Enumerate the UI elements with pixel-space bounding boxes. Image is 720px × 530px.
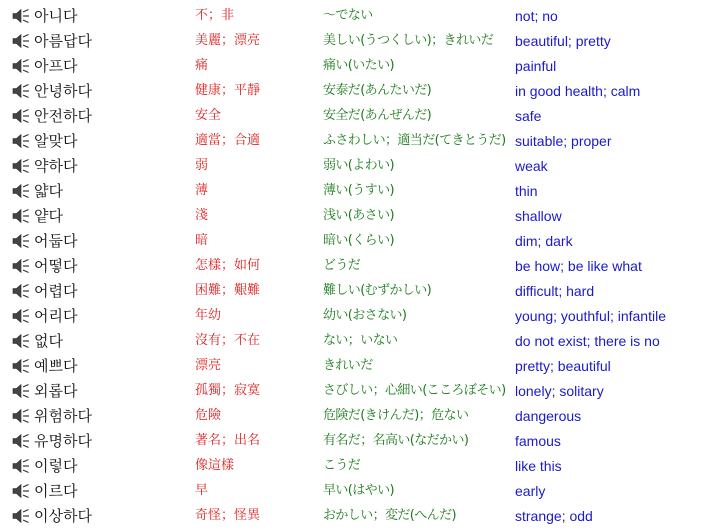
vocab-row bbox=[0, 403, 720, 428]
speaker-icon[interactable] bbox=[12, 258, 30, 274]
english-meaning: early bbox=[515, 483, 546, 499]
vocab-row bbox=[0, 78, 720, 103]
vocab-row bbox=[0, 453, 720, 478]
hanja-equivalent: 弱 bbox=[195, 158, 209, 173]
hanja-equivalent: 安全 bbox=[195, 108, 222, 123]
speaker-icon[interactable] bbox=[12, 308, 30, 324]
speaker-icon[interactable] bbox=[12, 458, 30, 474]
vocab-row bbox=[0, 478, 720, 503]
japanese-equivalent: おかしい；変だ(へんだ) bbox=[323, 508, 456, 523]
japanese-equivalent: ない；いない bbox=[323, 333, 398, 348]
japanese-equivalent: どうだ bbox=[323, 258, 361, 273]
speaker-icon[interactable] bbox=[12, 508, 30, 524]
vocab-row bbox=[0, 353, 720, 378]
speaker-icon[interactable] bbox=[12, 58, 30, 74]
korean-word: 얕다 bbox=[34, 207, 63, 225]
korean-word: 없다 bbox=[34, 332, 63, 350]
korean-word: 아니다 bbox=[34, 7, 78, 25]
speaker-icon[interactable] bbox=[12, 358, 30, 374]
korean-word: 안전하다 bbox=[34, 107, 92, 125]
japanese-equivalent: さびしい；心細い(こころぼそい) bbox=[323, 383, 506, 398]
japanese-equivalent: ふさわしい；適当だ(てきとうだ) bbox=[323, 133, 506, 148]
korean-word: 외롭다 bbox=[34, 382, 78, 400]
korean-word: 어둡다 bbox=[34, 232, 78, 250]
vocab-row bbox=[0, 53, 720, 78]
english-meaning: difficult; hard bbox=[515, 283, 595, 299]
speaker-icon[interactable] bbox=[12, 108, 30, 124]
vocab-row bbox=[0, 28, 720, 53]
speaker-icon[interactable] bbox=[12, 233, 30, 249]
vocab-row bbox=[0, 503, 720, 528]
korean-word: 예쁘다 bbox=[34, 357, 78, 375]
hanja-equivalent: 淺 bbox=[195, 208, 209, 223]
korean-word: 어리다 bbox=[34, 307, 78, 325]
vocab-row bbox=[0, 103, 720, 128]
speaker-icon[interactable] bbox=[12, 208, 30, 224]
vocab-row bbox=[0, 153, 720, 178]
vocab-row bbox=[0, 378, 720, 403]
speaker-icon[interactable] bbox=[12, 408, 30, 424]
english-meaning: dangerous bbox=[515, 408, 582, 424]
english-meaning: young; youthful; infantile bbox=[515, 308, 666, 324]
hanja-equivalent: 孤獨；寂寞 bbox=[195, 383, 261, 398]
japanese-equivalent: 早い(はやい) bbox=[323, 483, 394, 498]
english-meaning: not; no bbox=[515, 8, 558, 24]
vocab-row bbox=[0, 328, 720, 353]
english-meaning: shallow bbox=[515, 208, 562, 224]
korean-word: 어렵다 bbox=[34, 282, 78, 300]
japanese-equivalent: 安全だ(あんぜんだ) bbox=[323, 108, 432, 123]
english-meaning: like this bbox=[515, 458, 562, 474]
korean-word: 어떻다 bbox=[34, 257, 78, 275]
hanja-equivalent: 痛 bbox=[195, 58, 209, 73]
vocab-row bbox=[0, 253, 720, 278]
japanese-equivalent: 暗い(くらい) bbox=[323, 233, 394, 248]
english-meaning: be how; be like what bbox=[515, 258, 642, 274]
korean-word: 이상하다 bbox=[34, 507, 92, 525]
speaker-icon[interactable] bbox=[12, 483, 30, 499]
japanese-equivalent: こうだ bbox=[323, 458, 361, 473]
speaker-icon[interactable] bbox=[12, 133, 30, 149]
hanja-equivalent: 著名；出名 bbox=[195, 433, 261, 448]
hanja-equivalent: 早 bbox=[195, 483, 209, 498]
korean-word: 아프다 bbox=[34, 57, 78, 75]
hanja-equivalent: 年幼 bbox=[195, 308, 222, 323]
english-meaning: dim; dark bbox=[515, 233, 573, 249]
english-meaning: do not exist; there is no bbox=[515, 333, 660, 349]
japanese-equivalent: 危険だ(きけんだ)；危ない bbox=[323, 408, 469, 423]
korean-word: 얇다 bbox=[34, 182, 63, 200]
speaker-icon[interactable] bbox=[12, 333, 30, 349]
hanja-equivalent: 奇怪；怪異 bbox=[195, 508, 261, 523]
hanja-equivalent: 健康；平靜 bbox=[195, 83, 261, 98]
english-meaning: lonely; solitary bbox=[515, 383, 604, 399]
hanja-equivalent: 怎樣；如何 bbox=[195, 258, 261, 273]
hanja-equivalent: 美麗；漂亮 bbox=[195, 33, 261, 48]
speaker-icon[interactable] bbox=[12, 383, 30, 399]
speaker-icon[interactable] bbox=[12, 33, 30, 49]
japanese-equivalent: 浅い(あさい) bbox=[323, 208, 394, 223]
speaker-icon[interactable] bbox=[12, 83, 30, 99]
hanja-equivalent: 沒有；不在 bbox=[195, 333, 261, 348]
japanese-equivalent: 安泰だ(あんたいだ) bbox=[323, 83, 432, 98]
english-meaning: strange; odd bbox=[515, 508, 593, 524]
hanja-equivalent: 危險 bbox=[195, 408, 222, 423]
japanese-equivalent: 難しい(むずかしい) bbox=[323, 283, 432, 298]
english-meaning: beautiful; pretty bbox=[515, 33, 611, 49]
hanja-equivalent: 薄 bbox=[195, 183, 209, 198]
japanese-equivalent: きれいだ bbox=[323, 358, 373, 373]
korean-word: 아름답다 bbox=[34, 32, 92, 50]
vocab-row bbox=[0, 203, 720, 228]
speaker-icon[interactable] bbox=[12, 8, 30, 24]
korean-word: 알맞다 bbox=[34, 132, 78, 150]
japanese-equivalent: 痛い(いたい) bbox=[323, 58, 394, 73]
speaker-icon[interactable] bbox=[12, 183, 30, 199]
korean-word: 유명하다 bbox=[34, 432, 92, 450]
vocab-row bbox=[0, 228, 720, 253]
english-meaning: painful bbox=[515, 58, 557, 74]
vocab-row bbox=[0, 178, 720, 203]
korean-word: 위험하다 bbox=[34, 407, 92, 425]
vocab-row bbox=[0, 428, 720, 453]
english-meaning: in good health; calm bbox=[515, 83, 641, 99]
vocab-row bbox=[0, 3, 720, 28]
japanese-equivalent: 薄い(うすい) bbox=[323, 183, 394, 198]
japanese-equivalent: 有名だ；名高い(なだかい) bbox=[323, 433, 469, 448]
japanese-equivalent: 弱い(よわい) bbox=[323, 158, 394, 173]
english-meaning: thin bbox=[515, 183, 538, 199]
vocab-row bbox=[0, 303, 720, 328]
hanja-equivalent: 困難；艱難 bbox=[195, 283, 261, 298]
english-meaning: suitable; proper bbox=[515, 133, 612, 149]
korean-word: 약하다 bbox=[34, 157, 78, 175]
korean-word: 이르다 bbox=[34, 482, 78, 500]
english-meaning: weak bbox=[515, 158, 548, 174]
speaker-icon[interactable] bbox=[12, 283, 30, 299]
english-meaning: famous bbox=[515, 433, 561, 449]
korean-word: 안녕하다 bbox=[34, 82, 92, 100]
hanja-equivalent: 像這樣 bbox=[195, 458, 235, 473]
hanja-equivalent: 不；非 bbox=[195, 8, 235, 23]
japanese-equivalent: ～でない bbox=[323, 8, 373, 23]
hanja-equivalent: 漂亮 bbox=[195, 358, 222, 373]
korean-word: 이렇다 bbox=[34, 457, 78, 475]
english-meaning: safe bbox=[515, 108, 542, 124]
hanja-equivalent: 適當；合適 bbox=[195, 133, 261, 148]
speaker-icon[interactable] bbox=[12, 158, 30, 174]
vocab-row bbox=[0, 128, 720, 153]
speaker-icon[interactable] bbox=[12, 433, 30, 449]
vocab-list bbox=[0, 3, 720, 528]
japanese-equivalent: 幼い(おさない) bbox=[323, 308, 407, 323]
hanja-equivalent: 暗 bbox=[195, 233, 209, 248]
japanese-equivalent: 美しい(うつくしい)；きれいだ bbox=[323, 33, 494, 48]
vocab-row bbox=[0, 278, 720, 303]
english-meaning: pretty; beautiful bbox=[515, 358, 611, 374]
